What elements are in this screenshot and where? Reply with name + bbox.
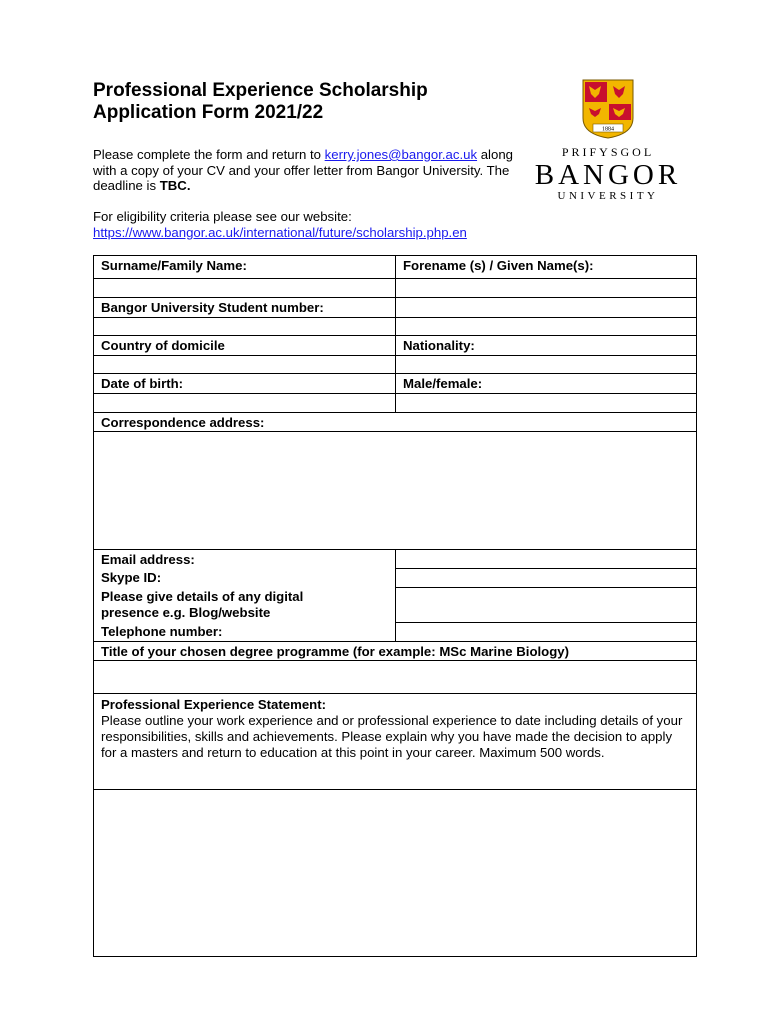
telephone-field[interactable] [395, 622, 697, 642]
intro-text-cont: along with a copy of your CV and your offer letter from Bangor University. The deadline is [93, 147, 513, 193]
digital-label-line-1: Please give details of any digital [101, 589, 304, 604]
intro-text: Please complete the form and return to [93, 147, 325, 162]
eligibility-text: For eligibility criteria please see our website: [93, 209, 352, 224]
statement-field[interactable] [93, 789, 697, 957]
crest-year: 1884 [602, 126, 614, 133]
dob-field[interactable] [93, 393, 396, 413]
address-field[interactable] [93, 431, 697, 550]
programme-label: Title of your chosen degree programme (for example: MSc Marine Biology) [93, 641, 697, 661]
application-form-table [93, 255, 697, 957]
surname-label: Surname/Family Name: [93, 255, 396, 279]
deadline-value: TBC. [159, 178, 191, 193]
skype-field[interactable] [395, 568, 697, 588]
student-number-extra [395, 297, 697, 318]
digital-presence-field[interactable] [395, 587, 697, 623]
gender-label: Male/female: [395, 373, 697, 394]
nationality-field[interactable] [395, 355, 697, 374]
statement-title: Professional Experience Statement: [101, 697, 326, 712]
digital-presence-label [93, 587, 396, 623]
logo-line-1: PRIFYSGOL [561, 145, 655, 159]
country-field[interactable] [93, 355, 396, 374]
address-label: Correspondence address: [93, 412, 697, 432]
title-line-1: Professional Experience Scholarship [93, 80, 428, 101]
nationality-label: Nationality: [395, 335, 697, 356]
telephone-label: Telephone number: [93, 622, 396, 642]
email-field[interactable] [395, 549, 697, 569]
statement-instructions [93, 693, 697, 790]
student-number-field[interactable] [93, 317, 396, 336]
forename-field[interactable] [395, 278, 697, 298]
statement-text: Please outline your work experience and or professional experience to date including details of your responsibilities, skills and achievements. Please explain why you have made the decision to apply for a masters and return to education at this point in your career. Maximum 500 words. [101, 713, 683, 760]
title-line-2: Application Form 2021/22 [93, 102, 324, 123]
digital-label-line-2: presence e.g. Blog/website [101, 605, 271, 620]
form-title [93, 80, 428, 124]
student-number-blank [395, 317, 697, 336]
surname-field[interactable] [93, 278, 396, 298]
forename-label: Forename (s) / Given Name(s): [395, 255, 697, 279]
logo-line-2: BANGOR [534, 159, 682, 191]
country-label: Country of domicile [93, 335, 396, 356]
intro-paragraph [93, 147, 523, 194]
dob-label: Date of birth: [93, 373, 396, 394]
contact-email-link[interactable]: kerry.jones@bangor.ac.uk [324, 147, 478, 162]
student-number-label: Bangor University Student number: [93, 297, 396, 318]
email-label: Email address: [93, 549, 396, 569]
skype-label: Skype ID: [93, 568, 396, 588]
eligibility-paragraph [93, 209, 467, 240]
university-logo [528, 78, 688, 203]
programme-field[interactable] [93, 660, 697, 694]
crest-icon [581, 78, 635, 140]
logo-line-3: UNIVERSITY [557, 190, 659, 202]
website-link[interactable]: https://www.bangor.ac.uk/international/future/scholarship.php.en [93, 224, 467, 240]
gender-field[interactable] [395, 393, 697, 413]
